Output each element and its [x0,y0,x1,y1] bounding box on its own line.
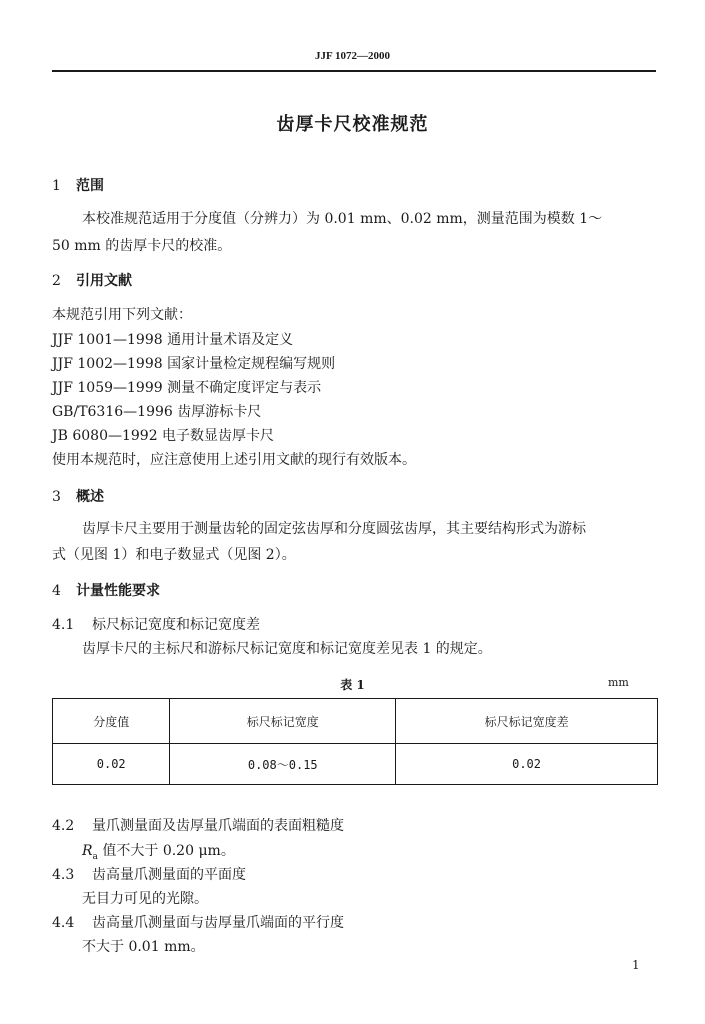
document-title: 齿厚卡尺校准规范 [276,114,429,135]
subsection-title: 标尺标记宽度和标记宽度差 [92,617,260,633]
section-number: 3 [52,489,61,505]
section-title: 概述 [76,489,104,505]
section-4-heading [52,580,160,600]
subsection-4-2-text [82,840,235,862]
table-header-cell: 分度值 [53,699,170,744]
table-row [53,744,658,785]
subsection-4-1-text: 齿厚卡尺的主标尺和游标尺标记宽度和标记宽度差见表 1 的规定。 [82,641,492,657]
subsection-number: 4.3 [52,867,75,883]
section-title: 范围 [76,178,104,194]
subsection-title: 量爪测量面及齿厚量爪端面的表面粗糙度 [92,818,344,834]
section-3-paragraph-line-2: 式（见图 1）和电子数显式（见图 2）。 [52,547,296,563]
references-intro: 本规范引用下列文献： [52,307,192,323]
table-cell: 0.02 [396,744,658,785]
subsection-number: 4.2 [52,818,75,834]
section-number: 4 [52,583,61,599]
ra-symbol: R [82,843,93,859]
running-header: JJF 1072—2000 [314,50,391,62]
table-header-cell: 标尺标记宽度差 [396,699,658,744]
table-header-cell: 标尺标记宽度 [170,699,396,744]
table-header-row [53,699,658,744]
reference-item: JB 6080—1992 电子数显齿厚卡尺 [52,428,275,444]
references-note: 使用本规范时，应注意使用上述引用文献的现行有效版本。 [52,452,416,468]
subsection-4-4-heading [52,912,344,932]
reference-item: JJF 1001—1998 通用计量术语及定义 [52,332,294,348]
subsection-4-1-heading [52,614,260,634]
subsection-number: 4.1 [52,617,75,633]
section-number: 2 [52,273,61,289]
section-3-paragraph-line-1: 齿厚卡尺主要用于测量齿轮的固定弦齿厚和分度圆弦齿厚，其主要结构形式为游标 [82,521,586,537]
section-1-paragraph-line-1: 本校准规范适用于分度值（分辨力）为 0.01 mm、0.02 mm，测量范围为模数 1～ [82,211,603,227]
subsection-4-2-heading [52,815,344,835]
table-caption: 表 1 [340,678,365,692]
subsection-title: 齿高量爪测量面的平面度 [92,867,246,883]
section-1-heading [52,175,104,195]
header-rule [52,70,656,72]
table-1 [52,698,658,785]
subsection-4-4-text: 不大于 0.01 mm。 [82,939,205,955]
section-1-paragraph-line-2: 50 mm 的齿厚卡尺的校准。 [52,238,232,254]
reference-item: GB/T6316—1996 齿厚游标卡尺 [52,404,262,420]
reference-item: JJF 1002—1998 国家计量检定规程编写规则 [52,356,336,372]
ra-subscript: a [92,851,98,862]
section-2-heading [52,270,132,290]
table-unit: mm [608,676,629,689]
ra-value-text: 值不大于 0.20 μm。 [97,843,235,859]
section-title: 引用文献 [76,273,132,289]
page-number: 1 [632,958,640,972]
section-3-heading [52,486,104,506]
table-cell: 0.02 [53,744,170,785]
section-number: 1 [52,178,61,194]
subsection-number: 4.4 [52,915,75,931]
subsection-4-3-heading [52,864,246,884]
reference-item: JJF 1059—1999 测量不确定度评定与表示 [52,380,322,396]
subsection-title: 齿高量爪测量面与齿厚量爪端面的平行度 [92,915,344,931]
section-title: 计量性能要求 [76,583,160,599]
subsection-4-3-text: 无目力可见的光隙。 [82,891,208,907]
table-cell: 0.08～0.15 [170,744,396,785]
